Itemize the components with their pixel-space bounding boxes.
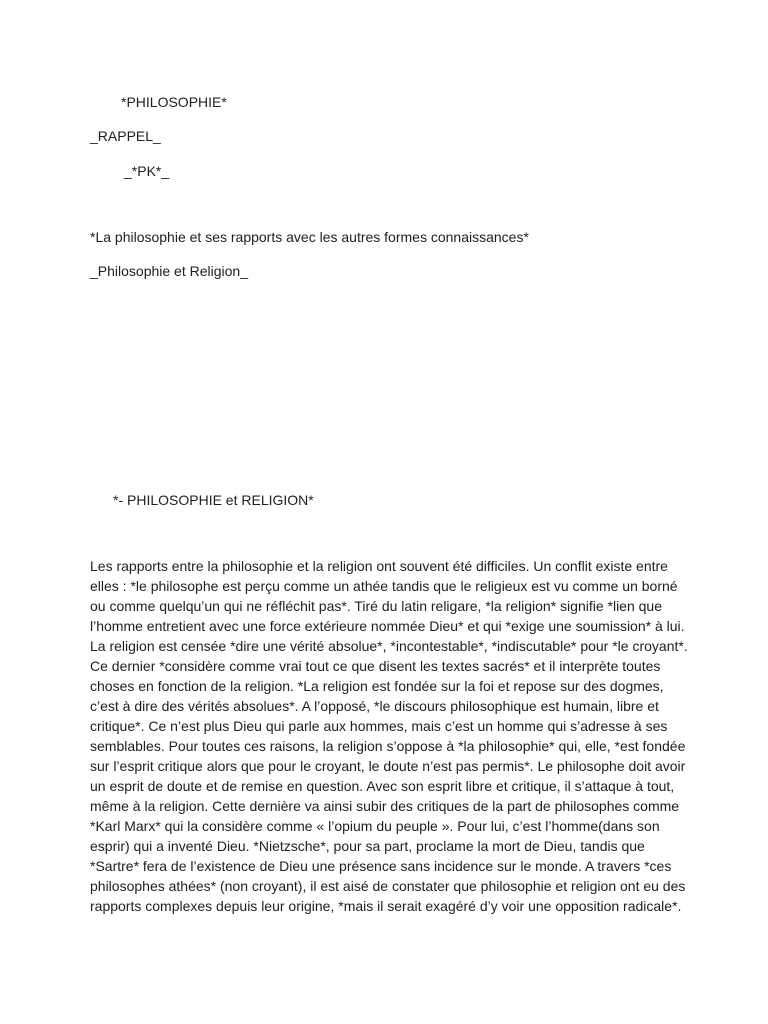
section-heading: *- PHILOSOPHIE et RELIGION* (113, 492, 314, 508)
paragraph-line: elles : *le philosophe est perçu comme un athée tandis que le religieux est vu comme un borné (90, 578, 678, 594)
paragraph-line: Ce dernier *considère comme vrai tout ce que disent les textes sacrés* et il interprète toutes (90, 658, 661, 674)
paragraph-line: semblables. Pour toutes ces raisons, la religion s’oppose à *la philosophie* qui, elle, *est fondée (90, 738, 686, 754)
paragraph-line: choses en fonction de la religion. *La religion est fondée sur la foi et repose sur des dogmes, (90, 678, 664, 694)
paragraph-line: *Karl Marx* qui la considère comme « l’opium du peuple ». Pour lui, c’est l’homme(dans son (90, 818, 660, 834)
paragraph-line: même à la religion. Cette dernière va ainsi subir des critiques de la part de philosophes comme (90, 798, 680, 814)
rappel-label: _RAPPEL_ (90, 128, 161, 144)
subject-heading: *La philosophie et ses rapports avec les autres formes connaissances* (90, 229, 529, 245)
paragraph-line: *Sartre* fera de l’existence de Dieu une présence sans incidence sur le monde. A travers *ces (90, 858, 672, 874)
paragraph-line: l’homme entretient avec une force extérieure nommée Dieu* et qui *exige une soumission* à lui. (90, 618, 685, 634)
pk-label: _*PK*_ (124, 163, 170, 179)
paragraph-line: La religion est censée *dire une vérité absolue*, *incontestable*, *indiscutable* pour *le croyant*. (90, 638, 688, 654)
document-title: *PHILOSOPHIE* (121, 94, 227, 110)
body-paragraph (90, 556, 690, 916)
paragraph-line: Les rapports entre la philosophie et la religion ont souvent été difficiles. Un conflit existe entre (90, 558, 668, 574)
paragraph-line: sur l’esprit critique alors que pour le croyant, le doute n’est pas permis*. Le philosophe doit avoir (90, 758, 686, 774)
paragraph-line: un esprit de doute et de remise en question. Avec son esprit libre et critique, il s’attaque à tout, (90, 778, 675, 794)
paragraph-line: rapports complexes depuis leur origine, *mais il serait exagéré d’y voir une opposition radicale*. (90, 898, 682, 914)
paragraph-line: c’est à dire des vérités absolues*. A l’opposé, *le discours philosophique est humain, libre et (90, 698, 659, 714)
paragraph-line: philosophes athées* (non croyant), il est aisé de constater que philosophie et religion ont eu des (90, 878, 686, 894)
subsection-heading: _Philosophie et Religion_ (90, 263, 248, 279)
paragraph-line: ou comme quelqu’un qui ne réfléchit pas*. Tiré du latin religare, *la religion* signifie *lien que (90, 598, 663, 614)
paragraph-line: critique*. Ce n’est plus Dieu qui parle aux hommes, mais c’est un homme qui s’adresse à ses (90, 718, 668, 734)
paragraph-line: esprir) qui a inventé Dieu. *Nietzsche*, pour sa part, proclame la mort de Dieu, tandis que (90, 838, 645, 854)
